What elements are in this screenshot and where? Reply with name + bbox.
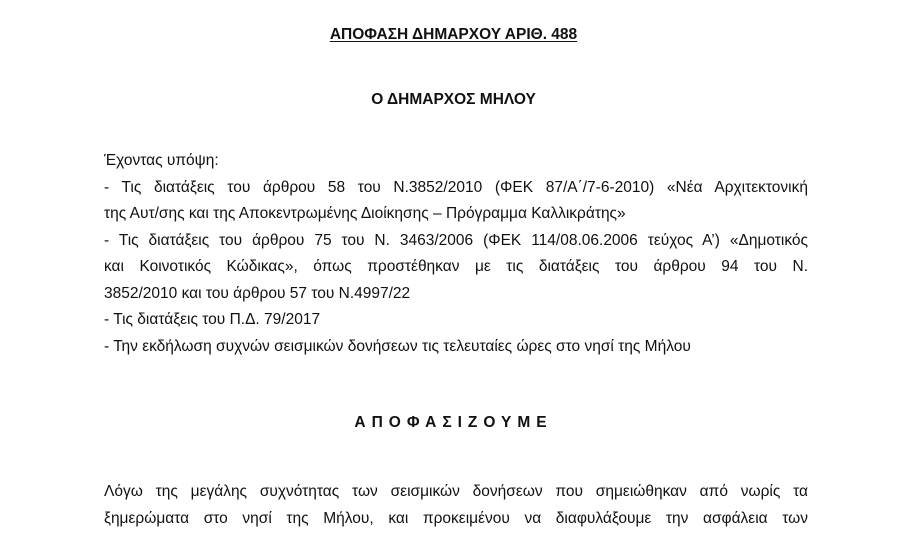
consideration-item-3: - Τις διατάξεις του Π.Δ. 79/2017 — [104, 311, 321, 328]
considerations-section — [104, 148, 808, 360]
decision-body — [104, 479, 808, 532]
consideration-item-2-line-1: - Τις διατάξεις του άρθρου 75 του Ν. 3463/2006 (ΦΕΚ 114/08.06.2006 τεύχος Α’) «Δημοτικός — [104, 231, 808, 249]
decision-body-line-2: ξημερώματα στο νησί της Μήλου, και προκειμένου να διαφυλάξουμε την ασφάλεια των — [104, 509, 808, 527]
consideration-item-2 — [104, 228, 808, 308]
decision-heading: ΑΠΟΦΑΣΙΖΟΥΜΕ — [354, 414, 553, 431]
decision-body-paragraph — [104, 479, 808, 532]
considering-intro: Έχοντας υπόψη: — [104, 152, 219, 169]
consideration-item-1-line-1: - Τις διατάξεις του άρθρου 58 του Ν.3852/2010 (ΦΕΚ 87/Α΄/7-6-2010) «Νέα Αρχιτεκτονική — [104, 178, 808, 196]
consideration-item-4: - Την εκδήλωση συχνών σεισμικών δονήσεων τις τελευταίες ώρες στο νησί της Μήλου — [104, 337, 691, 355]
consideration-item-1-line-2: της Αυτ/σης και της Αποκεντρωμένης Διοίκησης – Πρόγραμμα Καλλικράτης» — [104, 205, 626, 222]
consideration-item-1 — [104, 175, 808, 228]
mayor-heading: Ο ΔΗΜΑΡΧΟΣ ΜΗΛΟΥ — [371, 91, 536, 108]
consideration-item-2-line-3: 3852/2010 και του άρθρου 57 του Ν.4997/22 — [104, 284, 411, 302]
decision-body-line-1: Λόγω της μεγάλης συχνότητας των σεισμικών δονήσεων που σημειώθηκαν από νωρίς τα — [104, 483, 808, 500]
consideration-item-2-line-2: και Κοινοτικός Κώδικας», όπως προστέθηκαν με τις διατάξεις του άρθρου 94 του Ν. — [104, 258, 808, 275]
decision-title: ΑΠΟΦΑΣΗ ΔΗΜΑΡΧΟΥ ΑΡΙΘ. 488 — [329, 26, 578, 43]
